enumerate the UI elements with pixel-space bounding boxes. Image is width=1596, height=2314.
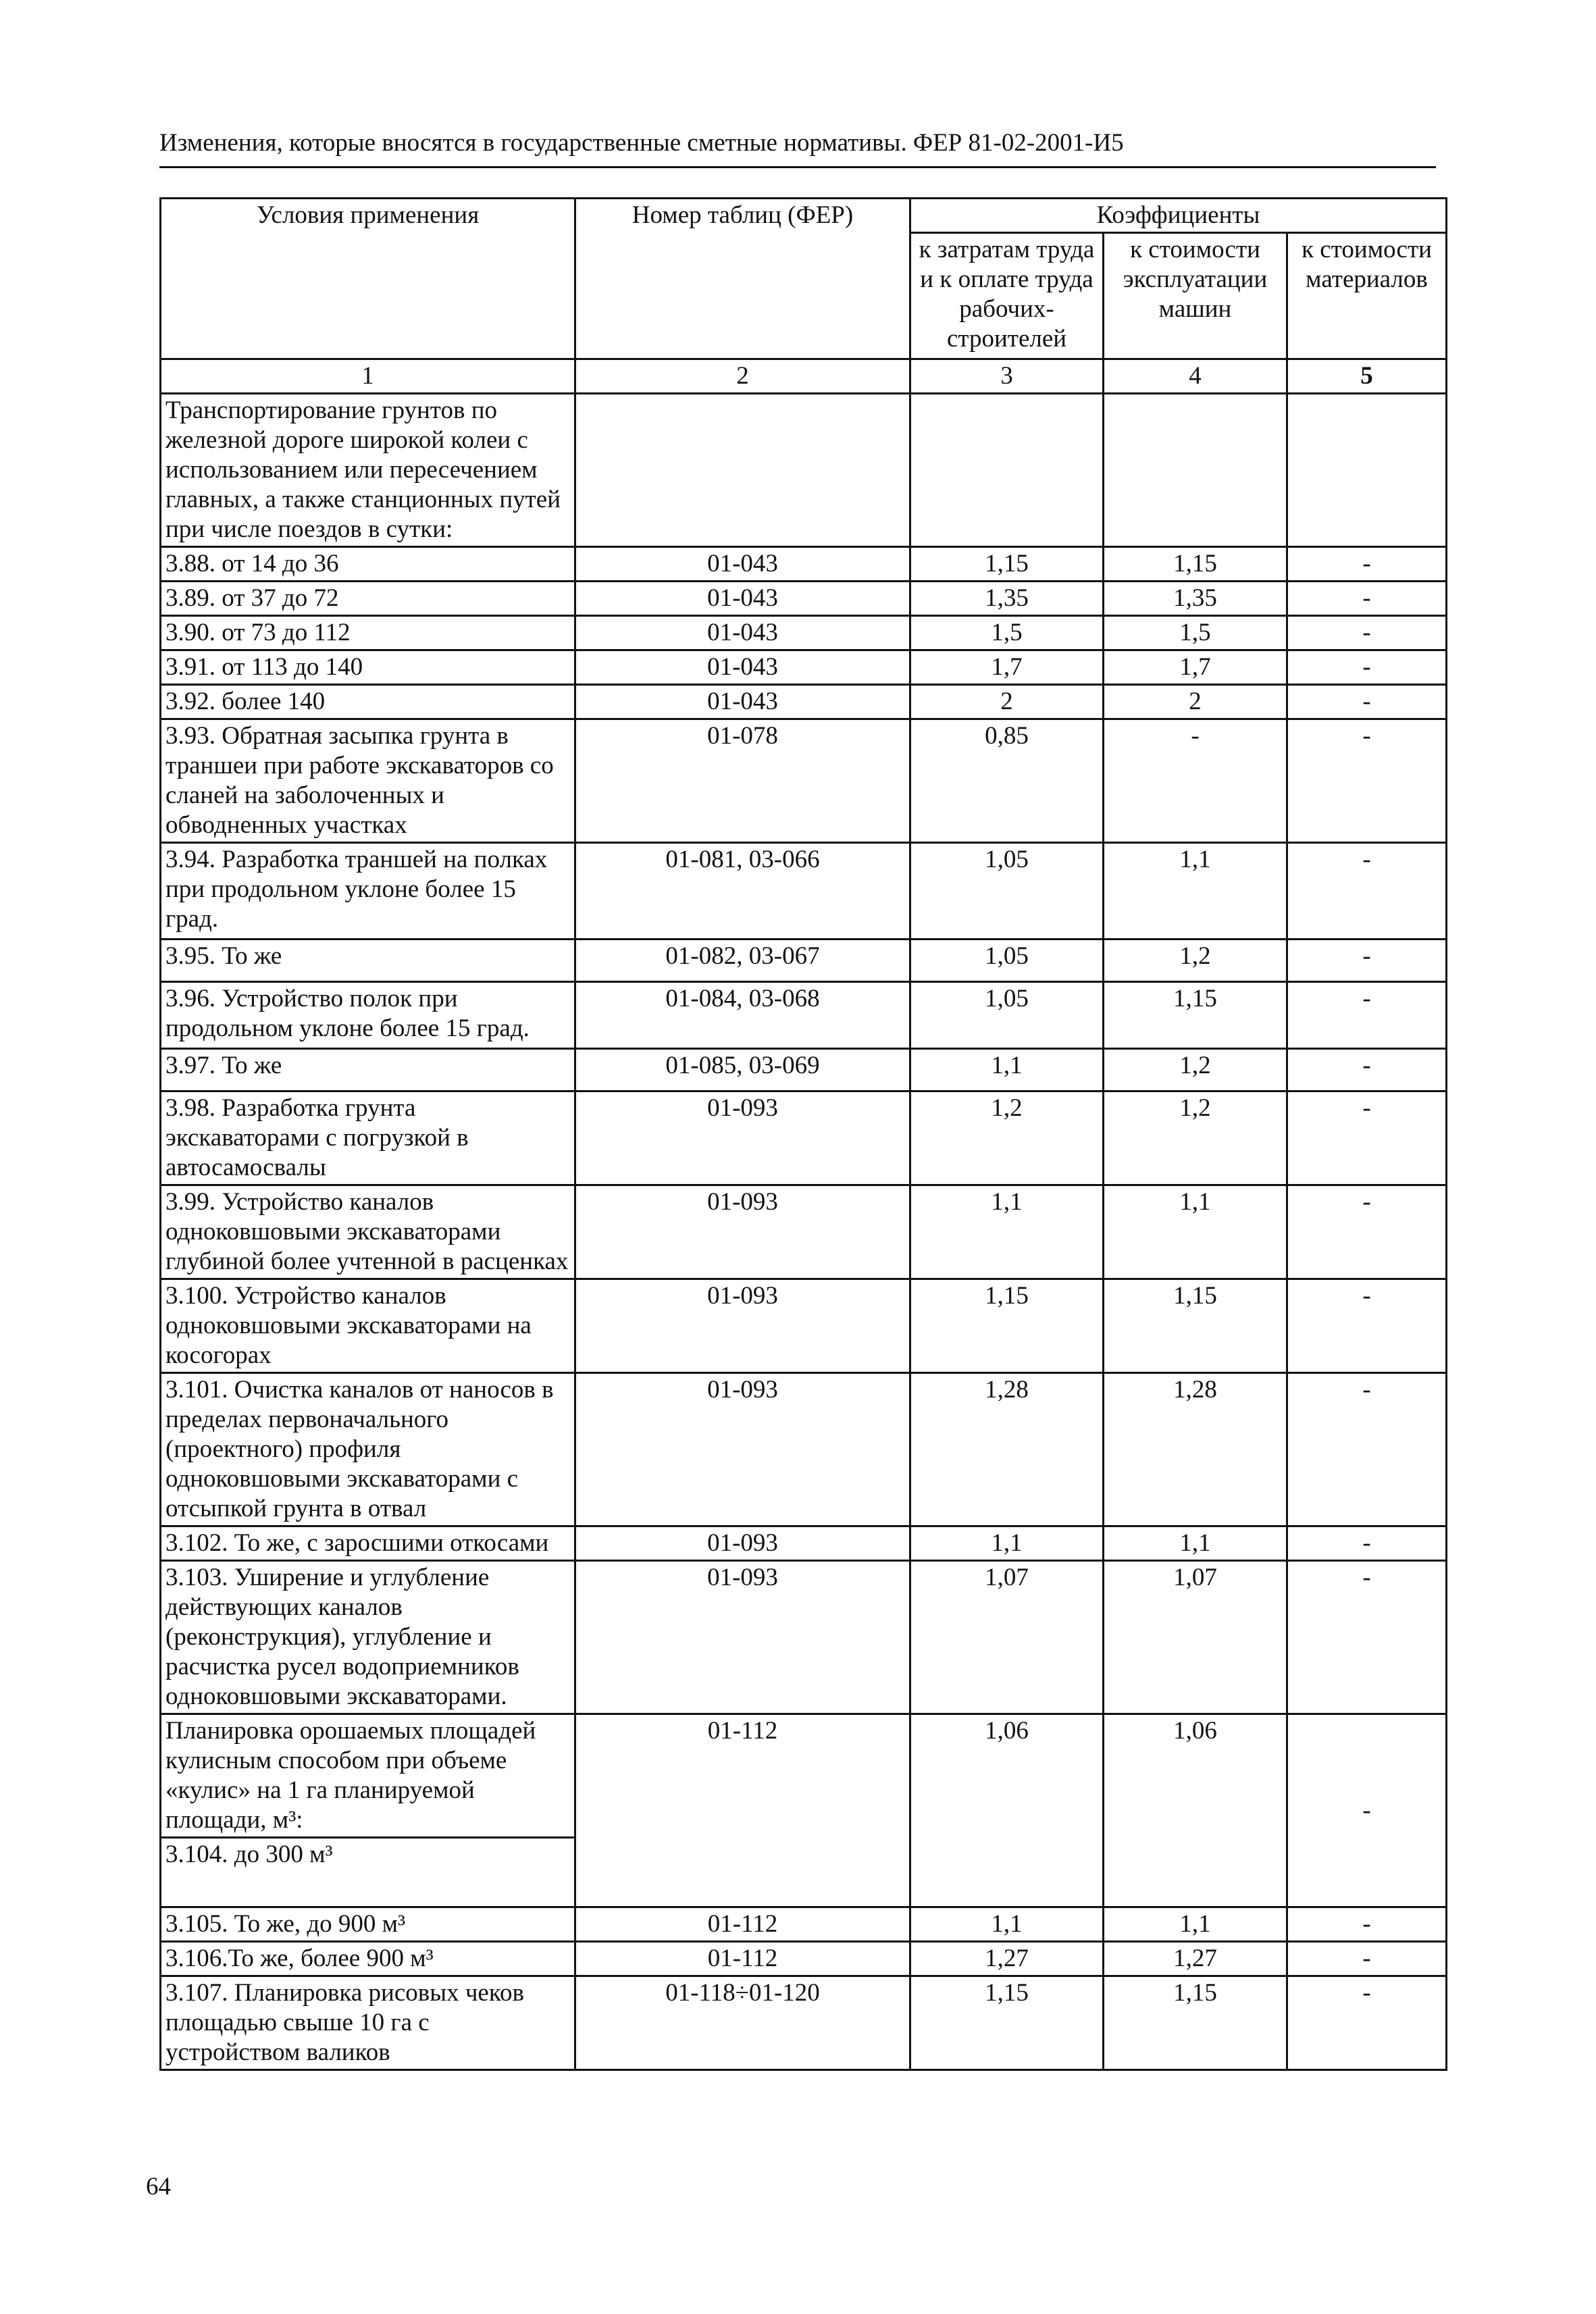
coefficients-table bbox=[159, 197, 1447, 2071]
materials-coefficient-cell: - bbox=[1287, 1526, 1447, 1561]
labor-coefficient-cell: 1,05 bbox=[910, 940, 1104, 982]
table-row bbox=[161, 1976, 1447, 2070]
header-machines: к стоимости эксплуатации машин bbox=[1104, 233, 1287, 359]
labor-coefficient-cell: 1,15 bbox=[910, 1279, 1104, 1373]
machines-coefficient-cell: 1,1 bbox=[1104, 1185, 1287, 1279]
condition-cell: 3.103. Уширение и углубление действующих каналов (реконструкция), углубление и расчистка русел водоприемников одноковшовыми экскаваторами. bbox=[161, 1561, 575, 1714]
machines-coefficient-cell: 1,27 bbox=[1104, 1942, 1287, 1976]
condition-cell: 3.93. Обратная засыпка грунта в траншеи при работе экскаваторов со сланей на заболоченных и обводненных участках bbox=[161, 719, 575, 843]
header-labor: к затратам труда и к оплате труда рабочих-строителей bbox=[910, 233, 1104, 359]
table-row bbox=[161, 1526, 1447, 1561]
header-rule bbox=[159, 166, 1436, 168]
materials-coefficient-cell: - bbox=[1287, 582, 1447, 616]
machines-coefficient-cell: 1,15 bbox=[1104, 1279, 1287, 1373]
table-number-cell: 01-093 bbox=[575, 1185, 910, 1279]
machines-coefficient-cell: 1,06 bbox=[1104, 1714, 1287, 1907]
materials-coefficient-cell: - bbox=[1287, 1091, 1447, 1185]
labor-coefficient-cell: 1,15 bbox=[910, 547, 1104, 582]
labor-coefficient-cell: 1,15 bbox=[910, 1976, 1104, 2070]
labor-coefficient-cell: 1,06 bbox=[910, 1714, 1104, 1907]
condition-cell: 3.90. от 73 до 112 bbox=[161, 616, 575, 650]
materials-coefficient-cell: - bbox=[1287, 1561, 1447, 1714]
machines-coefficient-cell: 1,7 bbox=[1104, 650, 1287, 685]
table-row bbox=[161, 1049, 1447, 1091]
materials-coefficient-cell: - bbox=[1287, 650, 1447, 685]
table-number-cell: 01-043 bbox=[575, 616, 910, 650]
header-conditions: Условия применения bbox=[161, 199, 575, 359]
table-number-cell: 01-078 bbox=[575, 719, 910, 843]
condition-cell: 3.100. Устройство каналов одноковшовыми экскаваторами на косогорах bbox=[161, 1279, 575, 1373]
materials-coefficient-cell: - bbox=[1287, 1373, 1447, 1526]
condition-cell: 3.88. от 14 до 36 bbox=[161, 547, 575, 582]
machines-coefficient-cell: 1,15 bbox=[1104, 982, 1287, 1049]
table-row bbox=[161, 582, 1447, 616]
column-number: 1 bbox=[161, 359, 575, 394]
table-row bbox=[161, 1561, 1447, 1714]
table-number-cell: 01-043 bbox=[575, 547, 910, 582]
labor-coefficient-cell: 1,05 bbox=[910, 843, 1104, 940]
machines-coefficient-cell: 1,35 bbox=[1104, 582, 1287, 616]
condition-cell: 3.101. Очистка каналов от наносов в пределах первоначального (проектного) профиля одноковшовыми экскаваторами с отсыпкой грунта в отвал bbox=[161, 1373, 575, 1526]
labor-coefficient-cell: 1,28 bbox=[910, 1373, 1104, 1526]
table-number-cell: 01-112 bbox=[575, 1942, 910, 1976]
machines-coefficient-cell: - bbox=[1104, 719, 1287, 843]
labor-coefficient-cell: 1,1 bbox=[910, 1049, 1104, 1091]
labor-coefficient-cell: 1,35 bbox=[910, 582, 1104, 616]
condition-cell: 3.106.То же, более 900 м³ bbox=[161, 1942, 575, 1976]
group-heading: Планировка орошаемых площадей кулисным способом при объеме «кулис» на 1 га планируемой площади, м³: bbox=[161, 1714, 575, 1838]
table-number-cell: 01-112 bbox=[575, 1714, 910, 1907]
condition-cell: 3.98. Разработка грунта экскаваторами с погрузкой в автосамосвалы bbox=[161, 1091, 575, 1185]
table-number-cell: 01-118÷01-120 bbox=[575, 1976, 910, 2070]
table-row bbox=[161, 1091, 1447, 1185]
labor-coefficient-cell: 1,2 bbox=[910, 1091, 1104, 1185]
column-number: 3 bbox=[910, 359, 1104, 394]
materials-coefficient-cell: - bbox=[1287, 719, 1447, 843]
labor-coefficient-cell: 0,85 bbox=[910, 719, 1104, 843]
table-number-cell: 01-043 bbox=[575, 582, 910, 616]
materials-coefficient-cell: - bbox=[1287, 1907, 1447, 1942]
machines-coefficient-cell: 1,07 bbox=[1104, 1561, 1287, 1714]
machines-coefficient-cell: 1,15 bbox=[1104, 547, 1287, 582]
materials-coefficient-cell: - bbox=[1287, 843, 1447, 940]
materials-coefficient-cell: - bbox=[1287, 1942, 1447, 1976]
group-row bbox=[161, 394, 1447, 547]
table-row bbox=[161, 1279, 1447, 1373]
materials-coefficient-cell: - bbox=[1287, 1714, 1447, 1907]
table-row bbox=[161, 1942, 1447, 1976]
table-row bbox=[161, 1373, 1447, 1526]
table-number-cell: 01-082, 03-067 bbox=[575, 940, 910, 982]
machines-coefficient-cell: 1,15 bbox=[1104, 1976, 1287, 2070]
table-number-cell: 01-093 bbox=[575, 1561, 910, 1714]
table-number-cell: 01-093 bbox=[575, 1091, 910, 1185]
table-number-cell: 01-112 bbox=[575, 1907, 910, 1942]
labor-coefficient-cell: 1,27 bbox=[910, 1942, 1104, 1976]
condition-cell: 3.95. То же bbox=[161, 940, 575, 982]
machines-coefficient-cell: 1,2 bbox=[1104, 940, 1287, 982]
column-numbers-row bbox=[161, 359, 1447, 394]
labor-coefficient-cell: 1,05 bbox=[910, 982, 1104, 1049]
machines-coefficient-cell: 1,1 bbox=[1104, 843, 1287, 940]
table-row bbox=[161, 1907, 1447, 1942]
machines-coefficient-cell: 1,1 bbox=[1104, 1526, 1287, 1561]
materials-coefficient-cell: - bbox=[1287, 685, 1447, 719]
table-row bbox=[161, 940, 1447, 982]
labor-coefficient-cell: 1,1 bbox=[910, 1526, 1104, 1561]
labor-coefficient-cell: 1,7 bbox=[910, 650, 1104, 685]
table-number-cell: 01-093 bbox=[575, 1526, 910, 1561]
table-row bbox=[161, 616, 1447, 650]
table-row bbox=[161, 843, 1447, 940]
condition-cell: 3.94. Разработка траншей на полках при продольном уклоне более 15 град. bbox=[161, 843, 575, 940]
materials-coefficient-cell: - bbox=[1287, 1279, 1447, 1373]
group-row bbox=[161, 1714, 1447, 1838]
table-row bbox=[161, 650, 1447, 685]
labor-coefficient-cell: 1,1 bbox=[910, 1185, 1104, 1279]
materials-coefficient-cell: - bbox=[1287, 1185, 1447, 1279]
condition-cell: 3.91. от 113 до 140 bbox=[161, 650, 575, 685]
header-coefficients: Коэффициенты bbox=[910, 199, 1447, 233]
labor-coefficient-cell: 1,07 bbox=[910, 1561, 1104, 1714]
materials-coefficient-cell: - bbox=[1287, 1049, 1447, 1091]
table-row bbox=[161, 685, 1447, 719]
labor-coefficient-cell: 1,5 bbox=[910, 616, 1104, 650]
column-number: 2 bbox=[575, 359, 910, 394]
condition-cell: 3.96. Устройство полок при продольном уклоне более 15 град. bbox=[161, 982, 575, 1049]
condition-cell: 3.99. Устройство каналов одноковшовыми экскаваторами глубиной более учтенной в расценках bbox=[161, 1185, 575, 1279]
document-header: Изменения, которые вносятся в государственные сметные нормативы. ФЕР 81-02-2001-И5 bbox=[159, 129, 1124, 157]
condition-cell: 3.89. от 37 до 72 bbox=[161, 582, 575, 616]
table-number-cell: 01-043 bbox=[575, 685, 910, 719]
column-number: 4 bbox=[1104, 359, 1287, 394]
table-number-cell: 01-043 bbox=[575, 650, 910, 685]
labor-coefficient-cell: 1,1 bbox=[910, 1907, 1104, 1942]
table-number-cell: 01-093 bbox=[575, 1373, 910, 1526]
machines-coefficient-cell: 1,1 bbox=[1104, 1907, 1287, 1942]
page-number: 64 bbox=[146, 2173, 171, 2201]
condition-cell: 3.97. То же bbox=[161, 1049, 575, 1091]
machines-coefficient-cell: 1,28 bbox=[1104, 1373, 1287, 1526]
labor-coefficient-cell: 2 bbox=[910, 685, 1104, 719]
group-heading: Транспортирование грунтов по железной дороге широкой колеи с использованием или пересечением главных, а также станционных путей при числе поездов в сутки: bbox=[161, 394, 575, 547]
table-number-cell: 01-093 bbox=[575, 1279, 910, 1373]
table-row bbox=[161, 982, 1447, 1049]
table-row bbox=[161, 1185, 1447, 1279]
machines-coefficient-cell: 2 bbox=[1104, 685, 1287, 719]
header-table-numbers: Номер таблиц (ФЕР) bbox=[575, 199, 910, 359]
table-row bbox=[161, 719, 1447, 843]
header-materials: к стоимости материалов bbox=[1287, 233, 1447, 359]
column-number: 5 bbox=[1287, 359, 1447, 394]
condition-cell: 3.104. до 300 м³ bbox=[161, 1838, 575, 1907]
materials-coefficient-cell: - bbox=[1287, 616, 1447, 650]
table-number-cell: 01-084, 03-068 bbox=[575, 982, 910, 1049]
condition-cell: 3.92. более 140 bbox=[161, 685, 575, 719]
table-row bbox=[161, 547, 1447, 582]
table-number-cell: 01-081, 03-066 bbox=[575, 843, 910, 940]
condition-cell: 3.102. То же, с заросшими откосами bbox=[161, 1526, 575, 1561]
machines-coefficient-cell: 1,2 bbox=[1104, 1091, 1287, 1185]
condition-cell: 3.105. То же, до 900 м³ bbox=[161, 1907, 575, 1942]
condition-cell: 3.107. Планировка рисовых чеков площадью свыше 10 га с устройством валиков bbox=[161, 1976, 575, 2070]
materials-coefficient-cell: - bbox=[1287, 547, 1447, 582]
table-number-cell: 01-085, 03-069 bbox=[575, 1049, 910, 1091]
materials-coefficient-cell: - bbox=[1287, 1976, 1447, 2070]
materials-coefficient-cell: - bbox=[1287, 982, 1447, 1049]
materials-coefficient-cell: - bbox=[1287, 940, 1447, 982]
machines-coefficient-cell: 1,2 bbox=[1104, 1049, 1287, 1091]
machines-coefficient-cell: 1,5 bbox=[1104, 616, 1287, 650]
